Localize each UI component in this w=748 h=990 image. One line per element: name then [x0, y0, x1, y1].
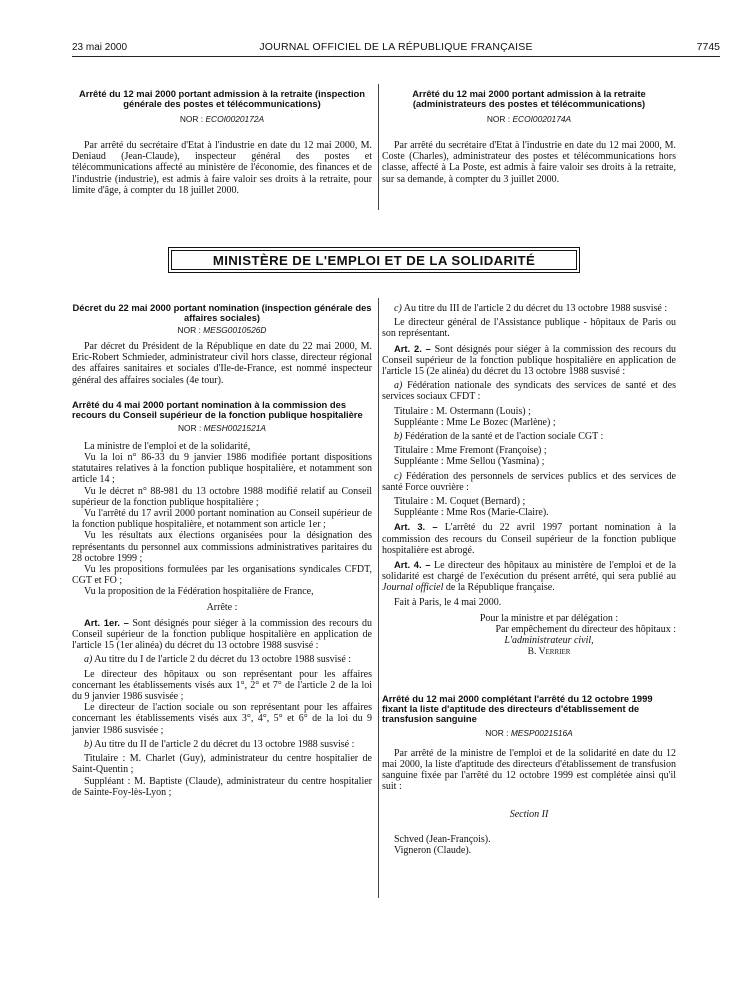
section-a-label: a) [84, 654, 93, 666]
suppleant-line: Suppléant : M. Baptiste (Claude), administrateur du centre hospitalier de Sainte-Foy-lès-Lyon ; [72, 775, 372, 798]
article-4-text-start: Le directeur des hôpitaux au ministère de l'emploi et de la solidarité est chargé de l'exécution du présent arrêté, qui sera publié au [382, 560, 677, 583]
article-4-label: Art. 4. – [394, 559, 431, 571]
federation-c [382, 471, 676, 493]
nor-code: ECOI0020174A [512, 114, 572, 124]
issue-date: 23 mai 2000 [72, 42, 128, 53]
section-c [382, 303, 676, 314]
section-c-label: c) [394, 303, 402, 314]
article-2-label: Art. 2. – [394, 342, 431, 354]
visa-line: Vu la proposition de la Fédération hospitalière de France, [84, 586, 314, 598]
left-column [72, 303, 372, 798]
nor-code: ECOI0020172A [205, 114, 265, 124]
signature-line-3: L'administrateur civil, [504, 635, 594, 647]
ministry-title: MINISTÈRE DE L'EMPLOI ET DE LA SOLIDARITÉ [171, 250, 577, 270]
federation-b-text: Fédération de la santé et de l'action sociale CGT : [404, 431, 604, 443]
article-4-text-end: de la République française. [445, 582, 555, 594]
decret-body: Par décret du Président de la République en date du 22 mai 2000, M. Eric-Robert Schmieder, administrateur civil hors classe, directeur régional des affaires sanitaires et sociales d'Ile-de-France, est nommé inspecteur général des affaires sociales (4e tour). [72, 341, 372, 386]
article-3 [382, 521, 676, 556]
titulaire-line: Titulaire : M. Coquet (Bernard) ; [394, 496, 526, 508]
visa-line: Vu la loi n° 86-33 du 9 janvier 1986 modifiée portant dispositions statutaires relatives à la fonction publique hospitalière, et notamment son article 14 ; [72, 452, 372, 486]
column-divider-top [378, 84, 379, 210]
section-heading: Section II [509, 808, 549, 820]
nor-code: MESH0021521A [203, 422, 266, 433]
nor-reference [382, 728, 676, 738]
page-number: 7745 [696, 41, 720, 53]
nor-label: NOR : [486, 114, 511, 124]
fait-a-paris: Fait à Paris, le 4 mai 2000. [394, 596, 502, 608]
article-2 [382, 343, 676, 378]
article-2-text: Sont désignés pour siéger à la commission des recours du Conseil supérieur de la fonction publique hospitalière en application de l'article 15 (2e alinéa) du décret du 13 octobre 1988 susvisé : [382, 343, 677, 378]
visa-line: La ministre de l'emploi et de la solidarité, [84, 440, 251, 452]
right-column [382, 303, 676, 856]
article-1 [72, 617, 372, 652]
article-body: Par arrêté du secrétaire d'Etat à l'industrie en date du 12 mai 2000, M. Deniaud (Jean-Claude), inspecteur général des postes et télécommunications affecté au ministère de l'économie, des finances et de l'industrie (industrie), est admis à faire valoir ses droits à la retraite, pour limite d'âge, à compter du 18 juillet 2000. [72, 140, 372, 196]
signature-name: B. Verrier [527, 646, 571, 658]
signature-line-1: Pour la ministre et par délégation : [479, 612, 619, 624]
article-4 [382, 559, 676, 594]
section-b-text: Au titre du II de l'article 2 du décret du 13 octobre 1988 susvisé : [94, 738, 355, 750]
signature-line-2: Par empêchement du directeur des hôpitaux : [495, 624, 676, 636]
article-title: Arrêté du 12 mai 2000 portant admission à la retraite (inspection générale des postes et télécommunications) [78, 88, 366, 109]
nor-label: NOR : [485, 727, 509, 738]
nor-label: NOR : [178, 422, 202, 433]
running-header [72, 40, 720, 57]
titulaire-line: Titulaire : Mme Fremont (Françoise) ; [394, 445, 547, 457]
suppleant-line: Suppléante : Mme Ros (Marie-Claire). [394, 507, 549, 519]
article-3-label: Art. 3. – [394, 521, 438, 533]
nor-code: MESP0021516A [510, 727, 573, 738]
article-retraite-administrateurs [382, 89, 676, 185]
federation-c-text: Fédération des personnels de services publics et des services de santé Force ouvrière : [382, 470, 676, 493]
titulaire-line: Titulaire : M. Charlet (Guy), administrateur du centre hospitalier de Saint-Quentin ; [72, 753, 372, 776]
article-1-label: Art. 1er. – [84, 616, 129, 628]
arrete-aptitude-title: Arrêté du 12 mai 2000 complétant l'arrêté du 12 octobre 1999 fixant la liste d'aptitude des directeurs d'établissement de transfusion sanguine [382, 692, 653, 724]
section-a-paragraph: Le directeur de l'action sociale ou son représentant pour les affaires concernant les établissements visés aux 3°, 4°, 5° et 6° de la loi du 9 janvier 1986 susvisée ; [72, 702, 372, 736]
visa-line: Vu les résultats aux élections organisées pour la désignation des représentants du personnel aux commissions administratives paritaires du 28 octobre 1999 ; [72, 530, 372, 564]
nor-reference [72, 325, 372, 335]
section-a [72, 654, 372, 665]
federation-b-label: b) [394, 431, 403, 443]
nor-label: NOR : [179, 114, 204, 124]
article-3-text: L'arrêté du 22 avril 1997 portant nomination à la commission des recours du Conseil supérieur de la fonction publique hospitalière est abrogé. [382, 522, 677, 556]
federation-b [382, 431, 676, 442]
journal-officiel-ref: Journal officiel [382, 582, 444, 594]
federation-c-label: c) [394, 470, 402, 482]
list-item: Schved (Jean-François). [394, 833, 491, 845]
nor-code: MESG0010526D [203, 325, 267, 335]
section-c-paragraph: Le directeur général de l'Assistance publique - hôpitaux de Paris ou son représentant. [382, 317, 676, 340]
nor-label: NOR : [177, 325, 201, 335]
suppleant-line: Suppléante : Mme Sellou (Yasmina) ; [394, 456, 545, 468]
federation-a-text: Fédération nationale des syndicats des services de santé et des services sociaux CFDT : [382, 380, 677, 403]
section-a-text: Au titre du I de l'article 2 du décret du 13 octobre 1988 susvisé : [94, 654, 352, 666]
ministry-banner [168, 247, 580, 273]
column-divider-main [378, 298, 379, 898]
article-body: Par arrêté du secrétaire d'Etat à l'industrie en date du 12 mai 2000, M. Coste (Charles), administrateur des postes et télécommunications hors classe, affecté à La Poste, est admis à faire valoir ses droits à la retraite, sur sa demande, à compter du 3 juillet 2000. [382, 140, 676, 185]
federation-a-label: a) [394, 380, 403, 392]
visa-line: Vu le décret n° 88-981 du 13 octobre 1988 modifié relatif au Conseil supérieur de la fonction publique hospitalière ; [72, 485, 372, 508]
decret-title: Décret du 22 mai 2000 portant nomination (inspection générale des affaires sociales) [72, 302, 372, 323]
article-title: Arrêté du 12 mai 2000 portant admission à la retraite (administrateurs des postes et télécommunications) [412, 88, 646, 109]
article-1-text: Sont désignés pour siéger à la commission des recours du Conseil supérieur de la fonction publique hospitalière en application de l'article 15 (1er alinéa) du décret du 13 octobre 1988 susvisé : [72, 617, 373, 652]
suppleant-line: Suppléante : Mme Le Bozec (Marlène) ; [394, 416, 556, 428]
section-b-label: b) [84, 738, 93, 750]
section-a-paragraph: Le directeur des hôpitaux ou son représentant pour les affaires concernant les établissements visés aux 1°, 2° et 7° de l'article 2 de la loi du 9 janvier 1986 susvisée ; [72, 668, 372, 703]
journal-title: JOURNAL OFFICIEL DE LA RÉPUBLIQUE FRANÇAISE [259, 41, 533, 53]
nor-reference [72, 423, 372, 433]
visa-line: Vu les propositions formulées par les organisations syndicales CFDT, CGT et FO ; [72, 564, 372, 587]
visa-line: Vu l'arrêté du 17 avril 2000 portant nomination au Conseil supérieur de la fonction publique hospitalière, et notamment son article 1er ; [72, 508, 372, 531]
aptitude-body: Par arrêté de la ministre de l'emploi et de la solidarité en date du 12 mai 2000, la liste d'aptitude des directeurs d'établissement de transfusion sanguine fixée par l'arrêté du 12 octobre 1999 est complétée ainsi qu'il suit : [382, 747, 676, 793]
nor-reference [382, 114, 676, 124]
arrete-label: Arrête : [206, 601, 238, 613]
federation-a [382, 380, 676, 402]
section-c-text: Au titre du III de l'article 2 du décret du 13 octobre 1988 susvisé : [403, 303, 668, 314]
titulaire-line: Titulaire : M. Ostermann (Louis) ; [394, 405, 531, 417]
section-b [72, 739, 372, 750]
nor-reference [72, 114, 372, 124]
article-retraite-inspection [72, 89, 372, 196]
list-item: Vigneron (Claude). [394, 844, 472, 856]
arrete-commission-title: Arrêté du 4 mai 2000 portant nomination à la commission des recours du Conseil supérieur de la fonction publique hospitalière [72, 398, 363, 420]
